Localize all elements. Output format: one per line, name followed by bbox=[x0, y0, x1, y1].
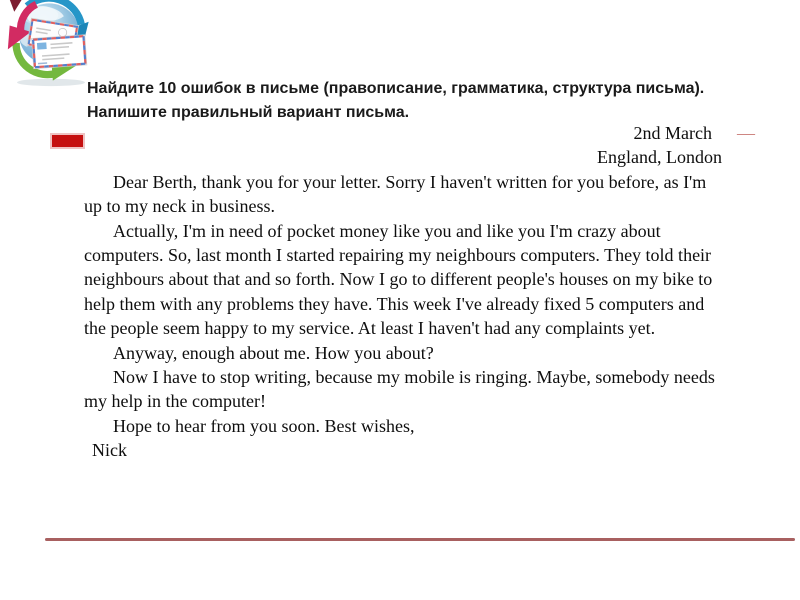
task-instruction: Найдите 10 ошибок в письме (правописание, грамматика, структура письма). Напишите правильный вариант письма. bbox=[87, 80, 705, 121]
stamp-icon bbox=[37, 42, 48, 50]
letter-date-line bbox=[84, 121, 755, 145]
maroon-wedge bbox=[9, 0, 24, 12]
globe-mail-logo-svg bbox=[5, 0, 97, 87]
letter-place: England, London bbox=[597, 147, 722, 168]
letter-date: 2nd March bbox=[633, 123, 712, 143]
letter-paragraph: Now I have to stop writing, because my mobile is ringing. Maybe, somebody needs my help in the computer! bbox=[84, 367, 715, 412]
correction-dash-mark: — bbox=[737, 123, 755, 143]
globe-mail-logo-icon bbox=[5, 0, 97, 87]
letter-text-block bbox=[84, 121, 755, 463]
letter-paragraph: Hope to hear from you soon. Best wishes, bbox=[113, 415, 415, 436]
letter-paragraph: Actually, I'm in need of pocket money like you and like you I'm crazy about computers. So, last month I started repairing my neighbours computers. They told their neighbours about that and so forth. Now I go to different people's houses on my bike to help them with any problems they have. This week I've already fixed 5 computers and the people seem happy to my service. At least I haven't had any complaints yet. bbox=[84, 220, 713, 339]
letter-paragraph: Dear Berth, thank you for your letter. Sorry I haven't written for you before, as I'm up to my neck in business. bbox=[84, 171, 707, 217]
bottom-divider-line bbox=[45, 538, 795, 541]
letter-signature: Nick bbox=[92, 440, 127, 461]
red-bullet-marker bbox=[52, 135, 83, 147]
envelope-front-icon bbox=[32, 35, 87, 69]
logo-shadow bbox=[17, 79, 85, 86]
letter-paragraph: Anyway, enough about me. How you about? bbox=[113, 342, 434, 363]
